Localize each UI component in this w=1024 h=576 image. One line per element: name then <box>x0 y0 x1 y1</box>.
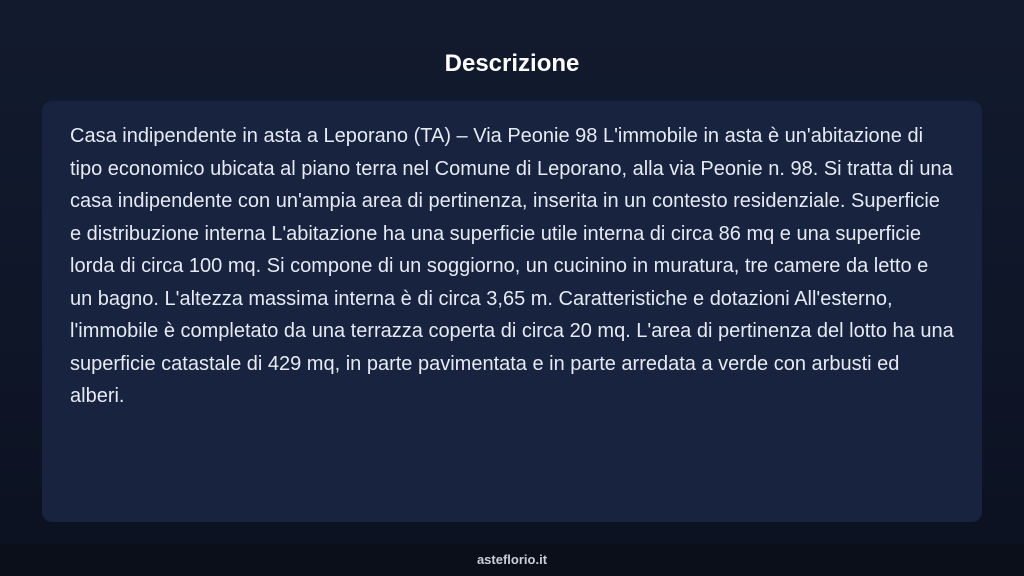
description-card <box>42 101 982 522</box>
footer-site-label: asteflorio.it <box>476 552 548 567</box>
page-title: Descrizione <box>444 50 580 77</box>
description-text: Casa indipendente in asta a Leporano (TA) – Via Peonie 98 L'immobile in asta è un'abitazione di tipo economico ubicata al piano terra nel Comune di Leporano, alla via Peonie n. 98. Si tratta di una casa indipendente con un'ampia area di pertinenza, inserita in un contesto residenziale. Superficie e distribuzione interna L'abitazione ha una superficie utile interna di circa 86 mq e una superficie lorda di circa 100 mq. Si compone di un soggiorno, un cucinino in muratura, tre camere da letto e un bagno. L'altezza massima interna è di circa 3,65 m. Caratteristiche e dotazioni All'esterno, l'immobile è completato da una terrazza coperta di circa 20 mq. L'area di pertinenza del lotto ha una superficie catastale di 429 mq, in parte pavimentata e in parte arredata a verde con arbusti ed alberi. <box>70 125 954 407</box>
